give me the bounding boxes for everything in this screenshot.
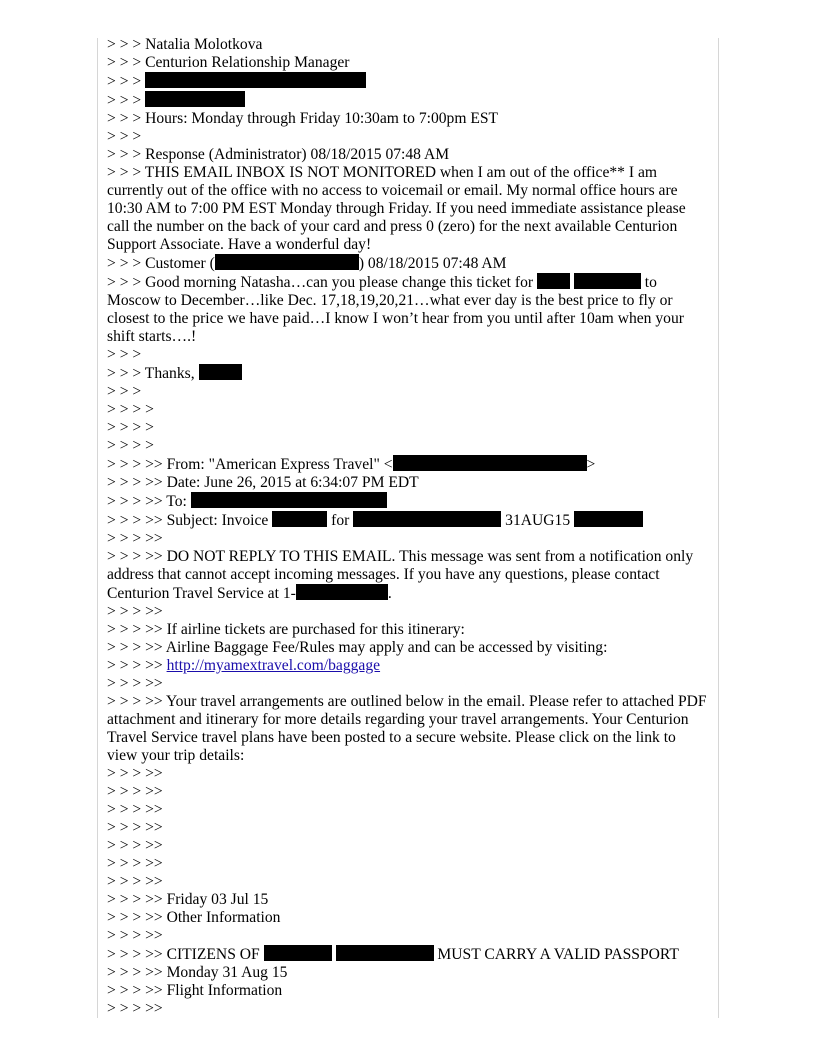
citizens-prefix: > > > >> CITIZENS OF — [107, 946, 260, 963]
baggage-link[interactable]: http://myamextravel.com/baggage — [166, 657, 381, 674]
quote-blank-line: > > > >> — [107, 855, 163, 872]
signature-hours: > > > Hours: Monday through Friday 10:30am to 7:00pm EST — [107, 110, 499, 127]
redaction-block — [264, 945, 332, 961]
quote-blank-line: > > > — [107, 346, 142, 363]
itinerary-date-2: > > > >> Monday 31 Aug 15 — [107, 964, 288, 981]
forwarded-subject — [107, 511, 710, 530]
signature-title: > > > Centurion Relationship Manager — [107, 54, 350, 71]
customer-header — [107, 254, 710, 273]
quote-blank-line: > > > >> — [107, 801, 163, 818]
quote-blank-line: > > > >> — [107, 530, 163, 547]
quote-blank-line: > > > > — [107, 437, 154, 454]
noreply-suffix: . — [387, 585, 392, 602]
quote-blank-line: > > > >> — [107, 1000, 163, 1017]
other-information: > > > >> Other Information — [107, 909, 281, 926]
customer-header-prefix: > > > Customer ( — [107, 255, 215, 272]
subject-prefix: > > > >> Subject: Invoice — [107, 512, 269, 529]
signature-name: > > > Natalia Molotkova — [107, 36, 263, 53]
redaction-block — [272, 511, 327, 527]
quote-blank-line: > > > >> — [107, 819, 163, 836]
redaction-block — [353, 511, 501, 527]
email-document — [107, 36, 710, 1018]
quote-blank-line: > > > >> — [107, 675, 163, 692]
citizens-notice — [107, 945, 710, 964]
quote-blank-line: > > > >> — [107, 765, 163, 782]
redaction-block — [537, 273, 570, 289]
customer-body-suffix: to Moscow to December…like Dec. 17,18,19,20,21…what ever day is the best price to fly or closest to the price we have paid…I know I won’t hear from you until after 10am when your shift starts….! — [107, 274, 688, 345]
subject-for: for — [331, 512, 350, 529]
link-prefix: > > > >> — [107, 657, 163, 674]
redaction-block — [393, 455, 587, 471]
customer-thanks — [107, 364, 710, 383]
customer-body-prefix: > > > Good morning Natasha…can you please change this ticket for — [107, 274, 534, 291]
from-suffix: > — [586, 456, 596, 473]
redaction-block — [191, 492, 387, 508]
redaction-block — [574, 511, 643, 527]
redaction-block — [145, 72, 366, 88]
redaction-block — [574, 273, 641, 289]
right-margin-line — [718, 38, 719, 1018]
response-body: > > > THIS EMAIL INBOX IS NOT MONITORED when I am out of the office** I am currently out of the office with no access to voicemail or email. My normal office hours are 10:30 AM to 7:00 PM EST Monday through Friday. If you need immediate assistance please call the number on the back of your card and press 0 (zero) for the next available Centurion Support Associate. Have a wonderful day! — [107, 164, 690, 253]
noreply-notice — [107, 548, 710, 603]
quote-blank-line: > > > >> — [107, 783, 163, 800]
travel-arrangements: > > > >> Your travel arrangements are outlined below in the email. Please refer to attached PDF attachment and itinerary for more details regarding your travel arrangements. Your Centurion Travel Service travel plans have been posted to a secure website. Please click on the link to view your trip details: — [107, 693, 711, 764]
flight-information: > > > >> Flight Information — [107, 982, 283, 999]
to-label: > > > >> To: — [107, 493, 187, 510]
baggage-link-line — [107, 657, 710, 675]
quote-blank-line: > > > — [107, 383, 142, 400]
citizens-suffix: MUST CARRY A VALID PASSPORT — [437, 946, 679, 963]
signature-redacted-line — [107, 91, 710, 110]
quote-blank-line: > > > >> — [107, 873, 163, 890]
noreply-text: > > > >> DO NOT REPLY TO THIS EMAIL. This message was sent from a notification only address that cannot accept incoming messages. If you have any questions, please contact Centurion Travel Service at 1- — [107, 548, 698, 602]
from-prefix: > > > >> From: "American Express Travel" < — [107, 456, 393, 473]
response-header: > > > Response (Administrator) 08/18/2015 07:48 AM — [107, 146, 450, 163]
quote-marker: > > > — [107, 73, 142, 90]
quote-blank-line: > > > — [107, 128, 142, 145]
customer-header-suffix: ) 08/18/2015 07:48 AM — [358, 255, 507, 272]
redaction-block — [145, 91, 245, 107]
airline-line-2: > > > >> Airline Baggage Fee/Rules may apply and can be accessed by visiting: — [107, 639, 608, 656]
quote-marker: > > > — [107, 92, 142, 109]
forwarded-from — [107, 455, 710, 474]
redaction-block — [336, 945, 434, 961]
left-margin-line — [97, 38, 98, 1018]
forwarded-to — [107, 492, 710, 511]
thanks-text: > > > Thanks, — [107, 365, 195, 382]
subject-date: 31AUG15 — [505, 512, 571, 529]
itinerary-date-1: > > > >> Friday 03 Jul 15 — [107, 891, 269, 908]
quote-blank-line: > > > > — [107, 401, 154, 418]
airline-line-1: > > > >> If airline tickets are purchased for this itinerary: — [107, 621, 465, 638]
redaction-block — [296, 584, 388, 600]
quote-blank-line: > > > >> — [107, 603, 163, 620]
signature-redacted-line — [107, 72, 710, 91]
redaction-block — [215, 254, 359, 270]
customer-body — [107, 273, 710, 346]
forwarded-date: > > > >> Date: June 26, 2015 at 6:34:07 PM EDT — [107, 474, 419, 491]
quote-blank-line: > > > >> — [107, 927, 163, 944]
redaction-block — [199, 364, 242, 380]
quote-blank-line: > > > >> — [107, 837, 163, 854]
quote-blank-line: > > > > — [107, 419, 154, 436]
